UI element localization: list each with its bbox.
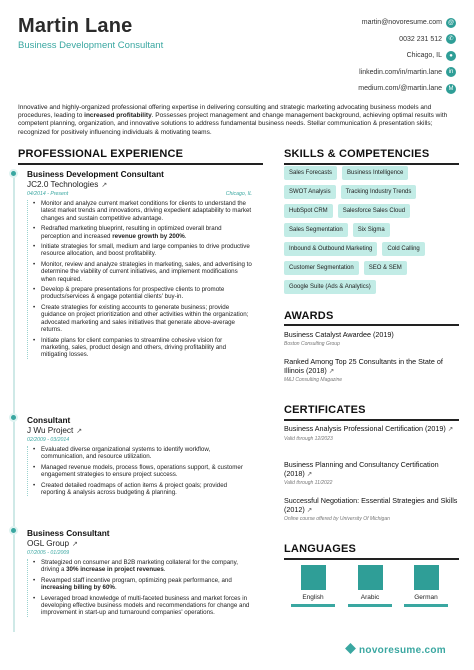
skill-tag: Business Intelligence: [342, 166, 408, 180]
job-company[interactable]: [27, 180, 252, 189]
job-company[interactable]: [27, 426, 252, 435]
contact-linkedin-text: linkedin.com/in/martin.lane: [359, 68, 442, 76]
job-dates: 07/2005 - 01/2009: [27, 550, 70, 556]
certificate-provider: Online course offered by University Of Michigan: [284, 516, 390, 523]
skill-tag: Customer Segmentation: [284, 261, 359, 275]
job-bullets: [27, 200, 252, 359]
job-bullets: [27, 446, 252, 496]
certificate-title-text: Successful Negotiation: Essential Strategies and Skills (2012): [284, 496, 458, 514]
language-level-icon: [414, 565, 439, 590]
email-icon: @: [447, 19, 455, 26]
job-bullet: • Redrafted marketing blueprint, resulting in optimized overall brand perception and increased revenue growth by 200%.: [33, 225, 252, 240]
skill-tag: Google Suite (Ads & Analytics): [284, 280, 376, 294]
job-meta: [27, 550, 252, 556]
job-dates: 04/2014 - Present: [27, 191, 69, 197]
location-icon: ●: [446, 51, 456, 61]
awards-heading: AWARDS: [284, 310, 334, 322]
certificate-title: [284, 425, 459, 435]
timeline-dot: [9, 413, 18, 422]
job-meta: [27, 191, 252, 197]
skills-list: [284, 166, 459, 294]
summary-paragraph: [18, 104, 456, 137]
job-bullet: • Strategized on consumer and B2B marketing collateral for the company, driving a 30% increase in project revenues.: [33, 559, 252, 574]
job-meta: [27, 437, 252, 443]
job-bullet: • Revamped staff incentive program, optimizing peak performance, and increasing billing by 60%.: [33, 577, 252, 592]
language-name: English: [302, 594, 324, 601]
certificate-validity: Valid through 12/2023: [284, 435, 333, 442]
job-bullets: [27, 559, 252, 617]
job-location: Chicago, IL: [225, 191, 252, 197]
certificate-title-text: Business Analysis Professional Certification (2019): [284, 424, 446, 433]
candidate-role: Business Development Consultant: [18, 40, 164, 51]
contact-phone[interactable]: [276, 33, 456, 46]
contact-linkedin[interactable]: [276, 66, 456, 79]
experience-timeline: [13, 172, 15, 632]
job-title: Business Consultant: [27, 528, 110, 538]
language-level-bar: [348, 604, 392, 607]
skill-tag: Inbound & Outbound Marketing: [284, 242, 377, 256]
contact-email-text: martin@novoresume.com: [361, 19, 442, 27]
contact-phone-text: 0032 231 512: [399, 35, 442, 43]
summary-text-1: Innovative and highly-organized professional offering expertise in delivering consulting and strategic marketing advocating business models and procedures, leading to: [18, 104, 432, 120]
footer-brand-text: novoresume.com: [359, 645, 447, 656]
skill-tag: SWOT Analysis: [284, 185, 336, 199]
job-bullet: • Managed revenue models, process flows, operations support, & customer engagement strategies to ensure project success.: [33, 464, 252, 479]
skill-tag: Cold Calling: [382, 242, 424, 256]
language-name: German: [414, 594, 438, 601]
medium-icon: M: [446, 84, 456, 94]
contact-location-text: Chicago, IL: [406, 52, 442, 60]
job-entry: [27, 169, 252, 362]
award-title: Business Catalyst Awardee (2019): [284, 330, 394, 339]
skill-tag: Sales Forecasts: [284, 166, 337, 180]
summary-text-2: . Possesses project management and change management background, achieving optimal results with competent planning, organization, and innovative solutions to address fundamental business needs. Stellar communication & presentation skills; recognized for positively influencing individuals & motivating teams.: [18, 112, 448, 136]
job-entry: [27, 528, 252, 620]
skills-heading: SKILLS & COMPETENCIES: [284, 148, 430, 160]
certificates-heading: CERTIFICATES: [284, 404, 366, 416]
job-title: Consultant: [27, 415, 71, 425]
award-title: [284, 358, 459, 376]
language-level-icon: [301, 565, 326, 590]
certificates-divider: [284, 419, 459, 421]
language-item: [291, 565, 335, 607]
job-bullet: • Leveraged broad knowledge of multi-faceted business and market forces in developing effective business models and recommendations for change and improvement in start-up and turnaround companies' operations.: [33, 595, 252, 617]
contact-list: [276, 16, 456, 99]
job-company-name: OGL Group: [27, 539, 70, 548]
job-bullet: • Create strategies for existing accounts to generate business; provide guidance on project prioritization and other activities within the organization; advocated marketing and sales initiatives that generate above-average returns.: [33, 304, 252, 334]
language-level-icon: [358, 565, 383, 590]
summary-bold: increased profitability: [84, 112, 152, 120]
contact-location: [276, 49, 456, 62]
award-issuer: Boston Consulting Group: [284, 340, 340, 347]
certificate-title-text: Business Planning and Consultancy Certification (2018): [284, 460, 439, 478]
certificate-item: [284, 497, 459, 522]
certificate-title: [284, 461, 459, 479]
phone-icon: ✆: [446, 34, 456, 44]
experience-heading: PROFESSIONAL EXPERIENCE: [18, 148, 184, 160]
languages-heading: LANGUAGES: [284, 543, 357, 555]
contact-medium[interactable]: [276, 82, 456, 95]
award-item: [284, 331, 459, 347]
external-link-icon[interactable]: ↗: [328, 367, 335, 375]
award-title-text: Ranked Among Top 25 Consultants in the State of Illinois (2018): [284, 357, 443, 375]
external-link-icon[interactable]: ↗: [306, 506, 313, 514]
certificate-item: [284, 425, 459, 442]
job-company-name: JC2.0 Technologies: [27, 180, 99, 189]
external-link-icon: ↗: [76, 428, 83, 435]
external-link-icon: ↗: [101, 182, 108, 189]
language-level-bar: [404, 604, 448, 607]
language-item: [404, 565, 448, 607]
job-bullet: • Created detailed roadmaps of action items & project goals; provided reporting & analysis across budgeting & planning.: [33, 482, 252, 497]
job-title: Business Development Consultant: [27, 169, 164, 179]
timeline-dot: [9, 169, 18, 178]
job-entry: [27, 415, 252, 499]
languages-divider: [284, 558, 459, 560]
job-bullet: • Monitor, review and analyze strategies in marketing, sales, and advertising to determine the viability of current initiatives, and implement modifications when required.: [33, 261, 252, 283]
award-item: [284, 358, 459, 383]
skill-tag: Tracking Industry Trends: [341, 185, 417, 199]
contact-email[interactable]: [276, 16, 456, 29]
skills-divider: [284, 163, 459, 165]
experience-divider: [18, 163, 263, 165]
job-bullet: • Initiate strategies for small, medium and large companies to drive productive resource allocation, and boost profitability.: [33, 243, 252, 258]
timeline-dot: [9, 526, 18, 535]
job-bullet: • Initiate plans for client companies to streamline cohesive vision for marketing, sales, product design and others, driving profitability and mitigating losses.: [33, 337, 252, 359]
job-company-name: J Wu Project: [27, 426, 74, 435]
certificate-title: [284, 497, 459, 515]
novoresume-logo-icon: [345, 643, 356, 654]
job-bullet: • Monitor and analyze current market conditions for clients to understand the latest market trends and innovations, driving expedient adaptability to market changes and sustain competitive advantage.: [33, 200, 252, 222]
skill-tag: HubSpot CRM: [284, 204, 333, 218]
awards-divider: [284, 324, 459, 326]
language-name: Arabic: [360, 594, 380, 601]
award-issuer: M&J Consulting Magazine: [284, 377, 343, 384]
skill-tag: Six Sigma: [353, 223, 390, 237]
skill-tag: SEO & SEM: [364, 261, 407, 275]
language-level-bar: [291, 604, 335, 607]
footer-brand[interactable]: [345, 643, 446, 656]
contact-medium-text: medium.com/@martin.lane: [358, 85, 442, 93]
linkedin-icon: in: [446, 67, 456, 77]
job-bullet: • Evaluated diverse organizational systems to identify workflow, communication, and resource utilization.: [33, 446, 252, 461]
certificate-validity: Valid through 11/2022: [284, 480, 333, 487]
job-dates: 02/2009 - 03/2014: [27, 437, 70, 443]
job-company[interactable]: [27, 539, 252, 548]
skill-tag: Sales Segmentation: [284, 223, 348, 237]
skill-tag: Salesforce Sales Cloud: [338, 204, 410, 218]
language-item: [348, 565, 392, 607]
job-bullet: • Develop & prepare presentations for prospective clients to promote products/services & engage potential clients' buy-in.: [33, 286, 252, 301]
external-link-icon: ↗: [72, 541, 78, 548]
certificate-item: [284, 461, 459, 486]
candidate-name: Martin Lane: [18, 15, 133, 37]
external-link-icon[interactable]: ↗: [306, 470, 313, 478]
external-link-icon[interactable]: ↗: [447, 426, 454, 433]
